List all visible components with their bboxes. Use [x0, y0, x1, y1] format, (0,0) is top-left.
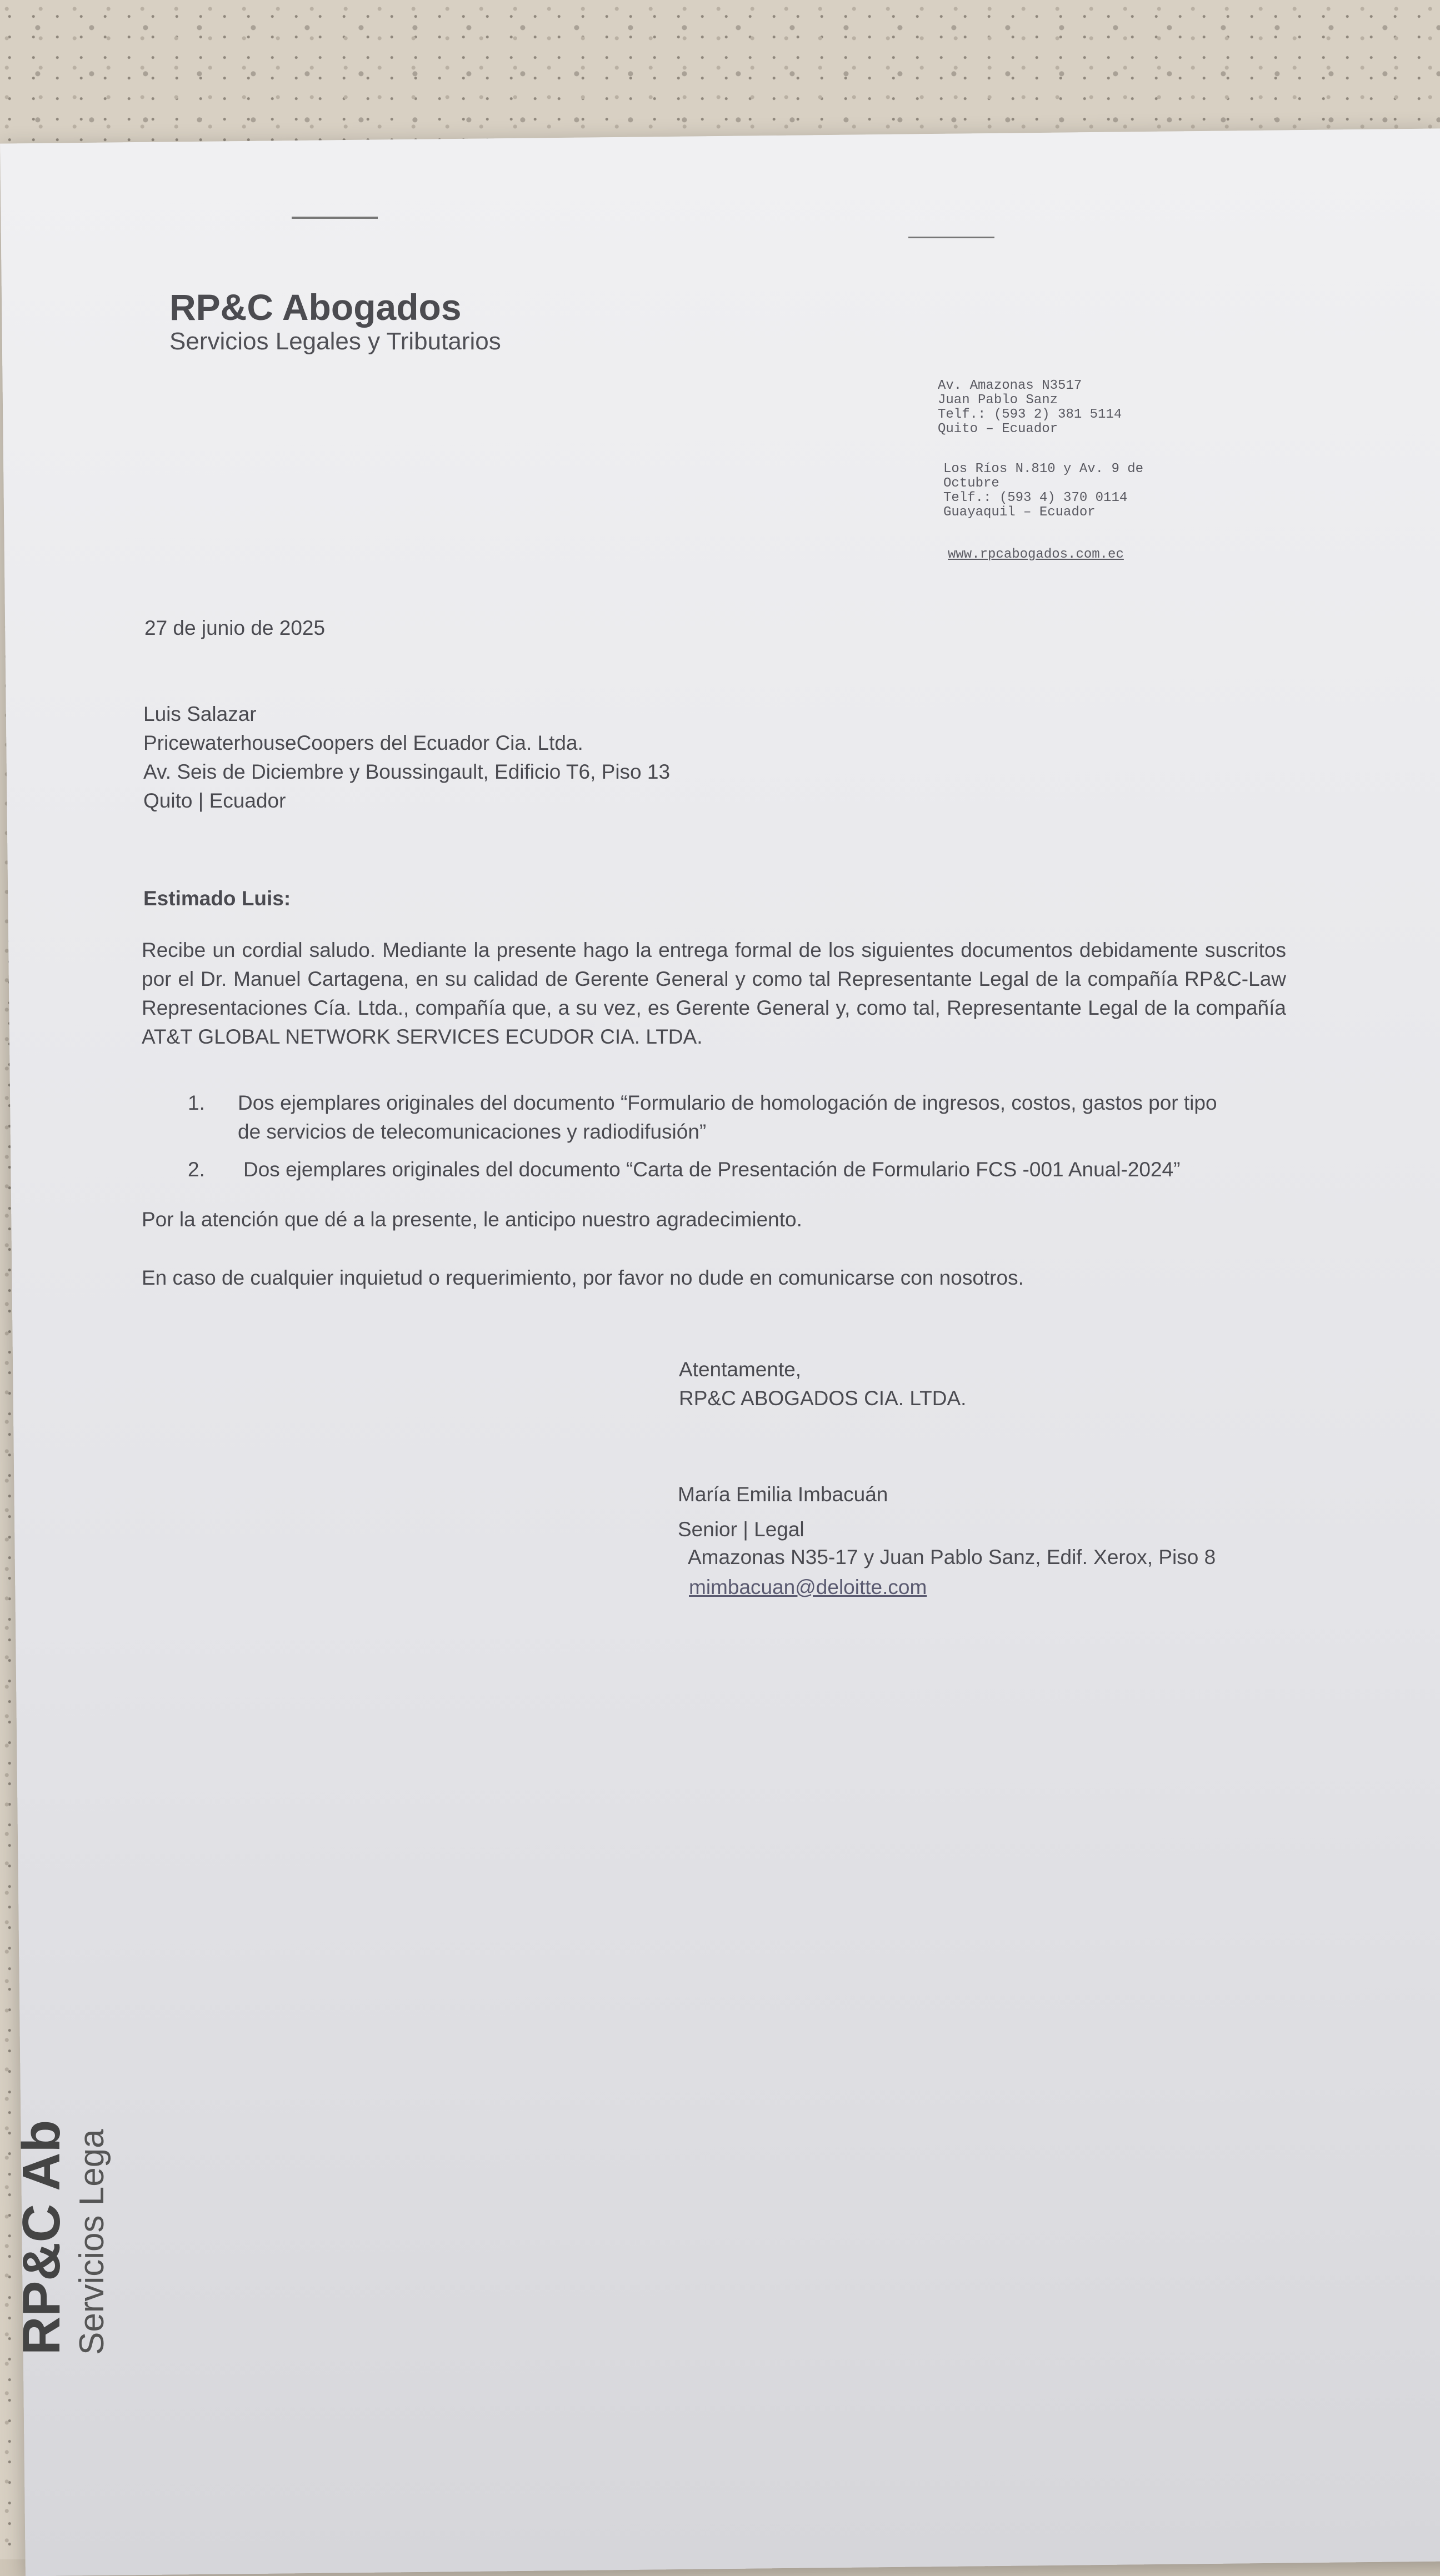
guayaquil-office-address — [943, 462, 1143, 520]
thanks-line: Por la atención que dé a la presente, le anticipo nuestro agradecimiento. — [142, 1208, 802, 1231]
firm-name: RP&C Abogados — [169, 287, 462, 328]
underlying-firm-name: RP&C Ab — [12, 2119, 71, 2355]
recipient-name: Luis Salazar — [143, 703, 257, 725]
recipient-address: Av. Seis de Diciembre y Boussingault, Edificio T6, Piso 13 — [143, 760, 671, 783]
signer-title: Senior | Legal — [678, 1518, 804, 1541]
signature-closing: Atentamente, — [679, 1358, 802, 1381]
list-item-line: de servicios de telecomunicaciones y radiodifusión” — [238, 1120, 707, 1143]
guayaquil-address-line: Los Ríos N.810 y Av. 9 de — [943, 462, 1144, 477]
recipient-city: Quito | Ecuador — [143, 789, 286, 812]
list-item-line: Dos ejemplares originales del documento “Carta de Presentación de Formulario FCS -001 Anual-2024” — [243, 1158, 1181, 1181]
list-number: 2. — [188, 1158, 205, 1181]
quito-city: Quito – Ecuador — [938, 422, 1058, 437]
quito-phone: Telf.: (593 2) 381 5114 — [938, 407, 1122, 422]
fold-mark-right — [908, 237, 994, 238]
recipient-block — [143, 700, 670, 815]
quito-address-line: Av. Amazonas N3517 — [938, 378, 1082, 393]
guayaquil-city: Guayaquil – Ecuador — [943, 505, 1096, 520]
underlying-firm-subtitle: Servicios Lega — [73, 2129, 111, 2355]
list-item-line: Dos ejemplares originales del documento “Formulario de homologación de ingresos, costos, gastos por tipo — [238, 1091, 1217, 1114]
signer-email-link[interactable]: mimbacuan@deloitte.com — [689, 1576, 927, 1598]
signature-company: RP&C ABOGADOS CIA. LTDA. — [679, 1387, 967, 1410]
letter-date: 27 de junio de 2025 — [144, 617, 326, 639]
quito-office-address — [938, 379, 1122, 437]
firm-website: www.rpcabogados.com.ec — [948, 547, 1124, 562]
intro-paragraph: Recibe un cordial saludo. Mediante la presente hago la entrega formal de los siguientes documentos debidamente suscritos por el Dr. Manuel Cartagena, en su calidad de Gerente General y como tal Representante Legal de la compañía RP&C-Law Representaciones Cía. Ltda., compañía que, a su vez, es Gerente General y, como tal, Representante Legal de la compañía AT&T GLOBAL NETWORK SERVICES ECUDOR CIA. LTDA. — [142, 939, 1286, 1048]
firm-subtitle: Servicios Legales y Tributarios — [169, 328, 501, 355]
salutation: Estimado Luis: — [143, 887, 291, 910]
recipient-company: PricewaterhouseCoopers del Ecuador Cia. Ltda. — [143, 731, 583, 754]
guayaquil-phone: Telf.: (593 4) 370 0114 — [943, 490, 1128, 505]
signer-name: María Emilia Imbacuán — [678, 1483, 888, 1506]
quito-address-line: Juan Pablo Sanz — [938, 393, 1058, 408]
list-number: 1. — [188, 1091, 205, 1114]
fold-mark-left — [292, 217, 378, 219]
guayaquil-address-line: Octubre — [943, 476, 999, 491]
underlying-page-logo — [11, 2120, 112, 2355]
signer-address: Amazonas N35-17 y Juan Pablo Sanz, Edif. Xerox, Piso 8 — [688, 1546, 1216, 1568]
closing-note: En caso de cualquier inquietud o requerimiento, por favor no dude en comunicarse con nosotros. — [142, 1266, 1024, 1289]
